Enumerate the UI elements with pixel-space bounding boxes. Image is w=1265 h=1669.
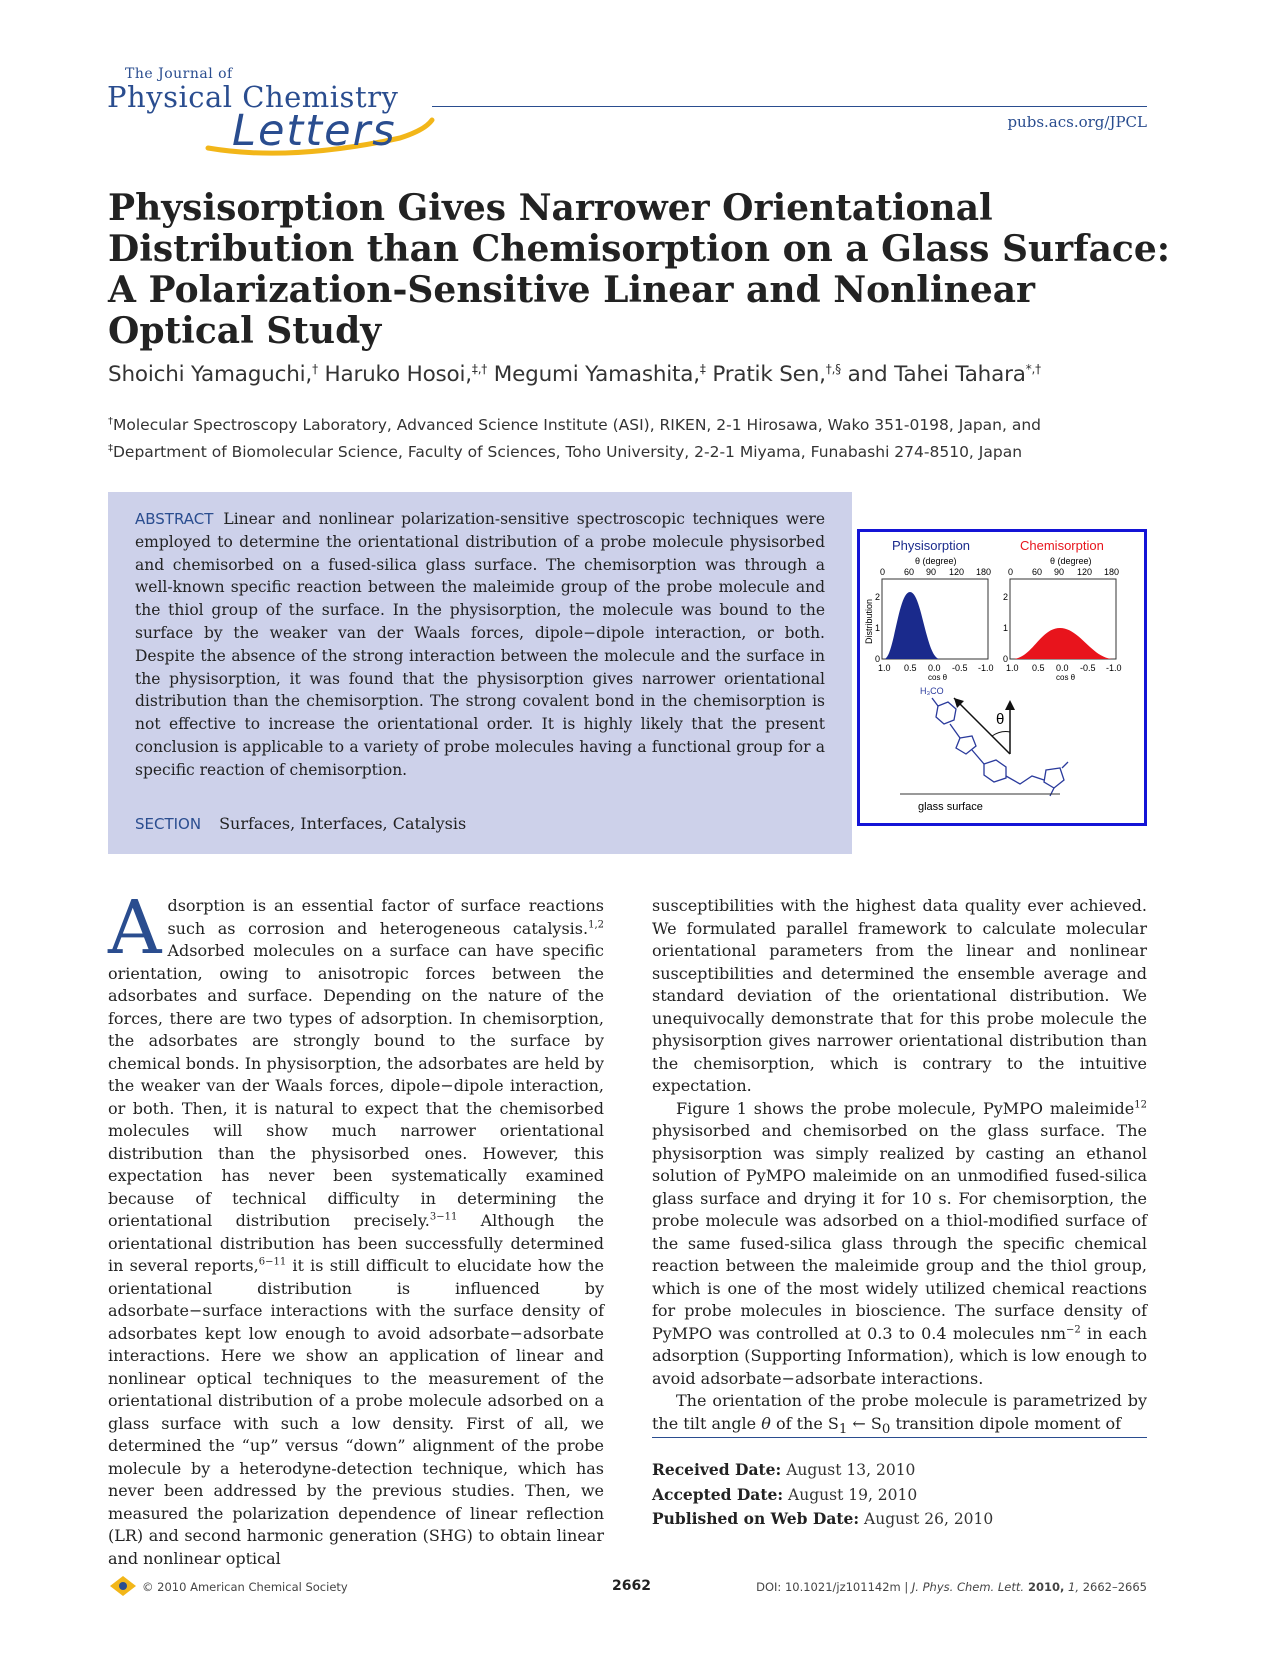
journal-name-small: The Journal of [125,66,233,82]
author-mark: *,† [1025,362,1041,376]
author-name[interactable]: Pratik Sen, [712,362,826,388]
y-tick: 1 [875,623,881,633]
author-mark: †,§ [825,362,841,376]
page-number: 2662 [612,1578,651,1594]
text-run: it is still difficult to elucidate how the orientational distribution is influenced by adsorbate−surface interactions with the surface density of adsorbates kept low enough to avoid adsorbate−adsorbate interactions. Here we show an application of linear and nonlinear optical techniques to the measurement of the orientational distribution of a probe molecule adsorbed on a glass surface with such a low density. First of all, we determined the “up” versus “down” alignment of the probe molecule by a heterodyne-detection technique, which has never been addressed by the previous studies. Then, we measured the polarization dependence of linear reflection (LR) and second harmonic generation (SHG) to obtain linear and nonlinear optical [108,1256,604,1568]
author-name[interactable]: Shoichi Yamaguchi, [108,362,313,388]
tick-label: 0.0 [1056,663,1069,673]
title-line: Distribution than Chemisorption on a Glass Surface: [108,228,1171,270]
date-label: Accepted Date: [652,1484,784,1504]
date-value: August 26, 2010 [864,1510,994,1528]
tick-label: 120 [1077,567,1093,577]
tick-label: 180 [976,567,992,577]
year: 2010, [1024,1580,1065,1594]
accepted-date [652,1483,993,1508]
theta-symbol: θ [761,1413,771,1433]
text-run: dsorption is an essential factor of surface reactions such as corrosion and heterogeneous catalysis. [167,896,604,938]
toc-figure-svg [860,532,1144,823]
tick-label: 90 [1054,567,1065,577]
angle-arc [992,732,1010,737]
body-left-column [108,885,604,1570]
glass-surface-label: glass surface [918,801,983,813]
acs-logo-icon [108,1574,138,1598]
text-run: Adsorbed molecules on a surface can have specific orientation, owing to anisotropic forces between the adsorbates and surface. Depending on the nature of the forces, there are two types of adsorption. In chemisorption, the adsorbates are strongly bound to the surface by chemical bonds. In physisorption, the adsorbates are held by the weaker van der Waals forces, dipole−dipole interaction, or both. Then, it is natural to expect that the chemisorbed molecules will show much narrower orientational distribution than the physisorbed ones. However, this expectation has never been systematically examined because of technical difficulty in determining the orientational distribution precisely. [108,941,604,1230]
tick-label: 120 [949,567,965,577]
published-date [652,1507,993,1532]
paragraph [108,885,604,1570]
tick-label: 60 [1032,567,1043,577]
panel-title-physisorption: Physisorption [892,538,971,553]
title-line: A Polarization-Sensitive Linear and Nonlinear [108,269,1036,311]
bottom-axis-label: cos θ [1056,673,1076,682]
tick-label: 0 [880,567,886,577]
title-line: Physisorption Gives Narrower Orientational [108,187,993,229]
tick-label: 60 [904,567,915,577]
abstract-label: ABSTRACT [135,510,214,528]
subscript: 1 [838,1421,848,1437]
affiliation-mark: ‡ [108,443,113,455]
affiliation-line [108,437,1041,464]
journal-letters: Letters [232,106,397,156]
tick-label: 180 [1104,567,1120,577]
text-run: ← S [847,1413,882,1433]
author-mark: ‡,† [471,362,488,376]
date-value: August 19, 2010 [788,1485,918,1504]
journal-abbrev: J. Phys. Chem. Lett. [911,1580,1025,1594]
tick-label: 1.0 [1006,663,1019,673]
physisorption-distribution [884,592,940,659]
y-tick: 0 [1003,654,1009,664]
author-mark: ‡ [699,362,706,376]
section-label: SECTION [135,815,202,833]
tick-label: 0.5 [904,663,917,673]
top-axis-label: θ (degree) [1050,556,1092,566]
subscript: 0 [881,1421,891,1437]
tick-label: 0.5 [1032,663,1045,673]
date-label: Received Date: [652,1460,782,1479]
tick-label: -0.5 [952,663,968,673]
paragraph: susceptibilities with the highest data quality ever achieved. We formulated parallel framework to calculate molecular orientational parameters from the linear and nonlinear susceptibilities and determined the ensemble average and standard deviation of the orientational distribution. We unequivocally demonstrate that for this probe molecule the physisorption gives narrower orientational distribution than the chemisorption, which is contrary to the intuitive expectation. [652,896,1147,1095]
pages: 2662–2665 [1079,1580,1147,1594]
reference-link[interactable]: 3−11 [429,1211,458,1223]
paragraph [652,1098,1147,1391]
tick-label: -0.5 [1080,663,1096,673]
reference-link[interactable]: 6−11 [258,1256,287,1268]
author-name[interactable]: Megumi Yamashita, [493,362,700,388]
author-mark: † [312,362,318,376]
y-tick: 2 [1003,592,1009,602]
date-value: August 13, 2010 [786,1461,916,1479]
affiliations [108,410,1041,464]
journal-name-big: Physical Chemistry [107,80,399,114]
author-name[interactable]: and Tahei Tahara [847,362,1026,388]
date-label: Published on Web Date: [652,1509,860,1528]
exponent: −2 [1066,1324,1081,1336]
text-run: The orientation of the probe molecule is parametrized by the tilt angle [652,1391,1147,1433]
toc-graphic [857,529,1147,826]
author-list [108,362,1041,387]
author-name[interactable]: Haruko Hosoi, [324,362,472,388]
text-run: Figure 1 shows the probe molecule, PyMPO maleimide [676,1098,1135,1118]
text-run: physisorbed and chemisorbed on the glass surface. The physisorption was simply realized by casting an ethanol solution of PyMPO maleimide on an unmodified fused-silica glass surface and drying it for 10 s. For chemisorption, the probe molecule was adsorbed on a thiol-modified surface of the same fused-silica glass through the specific chemical reaction between the maleimide group and the thiol group, which is one of the most widely utilized chemical reactions for probe molecules in bioscience. The surface density of PyMPO was controlled at 0.3 to 0.4 molecules nm [652,1121,1147,1343]
text-run: in each adsorption (Supporting Information), which is low enough to avoid adsorbate−adsorbate interactions. [652,1323,1148,1388]
y-tick: 0 [875,654,881,664]
chemisorption-distribution [1012,628,1114,659]
doi-citation[interactable] [756,1580,1147,1594]
reference-link[interactable]: 12 [1134,1099,1147,1111]
y-tick: 1 [1003,623,1009,633]
tick-label: -1.0 [1106,663,1122,673]
theta-label: θ [996,711,1005,728]
tick-label: 1.0 [878,663,891,673]
section-text[interactable]: Surfaces, Interfaces, Catalysis [219,814,467,833]
dates-rule [652,1437,1147,1438]
affiliation-text: Department of Biomolecular Science, Faculty of Sciences, Toho University, 2-2-1 Miyama, Funabashi 274-8510, Japan [113,443,1023,462]
reference-link[interactable]: 1,2 [588,919,604,931]
title-line: Optical Study [108,310,382,352]
methoxy-label: H₃CO [920,686,944,696]
abstract-text [135,508,825,782]
arrowhead-icon [1005,700,1015,710]
volume: 1, [1064,1580,1080,1594]
panel-title-chemisorption: Chemisorption [1020,538,1104,553]
bottom-axis-label: cos θ [928,673,948,682]
top-axis-label: θ (degree) [915,556,957,566]
journal-url-link[interactable]: pubs.acs.org/JPCL [1007,113,1147,131]
text-run: of the S [770,1413,839,1433]
y-axis-label: Distribution [864,598,874,644]
y-tick: 2 [875,592,881,602]
tick-label: 0.0 [928,663,941,673]
affiliation-line [108,410,1041,437]
paragraph [652,1390,1147,1441]
text-run: transition dipole moment of [890,1413,1122,1433]
section-line [135,814,466,833]
body-right-column [652,895,1147,1441]
abstract-body: Linear and nonlinear polarization-sensitive spectroscopic techniques were employed to determine the orientational distribution of a probe molecule physisorbed and chemisorbed on a fused-silica glass surface. The chemisorption was through a well-known specific reaction between the maleimide group of the probe molecule and the thiol group of the surface. In the physisorption, the molecule was bound to the surface by the weaker van der Waals forces, dipole−dipole interaction, or both. Despite the absence of the strong interaction between the molecule and the surface in the physisorption, it was found that the physisorption gives narrower orientational distribution than the chemisorption. The strong covalent bond in the chemisorption is not effective to increase the orientational order. It is highly likely that the present conclusion is applicable to a variety of probe molecules having a functional group for a specific reaction of chemisorption. [135,510,825,779]
doi-text[interactable]: DOI: 10.1021/jz101142m | [756,1580,912,1594]
header-rule [432,106,1147,107]
tick-label: 0 [1008,567,1014,577]
dates-block [652,1458,993,1532]
text-run: Although the orientational distribution has been successfully determined in several reports, [108,1211,604,1275]
received-date [652,1458,993,1483]
tick-label: 90 [926,567,937,577]
tick-label: -1.0 [978,663,994,673]
drop-cap: A [108,885,162,971]
affiliation-text: Molecular Spectroscopy Laboratory, Advanced Science Institute (ASI), RIKEN, 2-1 Hirosawa, Wako 351-0198, Japan, and [113,416,1042,435]
copyright: © 2010 American Chemical Society [142,1580,348,1594]
affiliation-mark: † [108,416,113,427]
article-title [108,187,1171,352]
